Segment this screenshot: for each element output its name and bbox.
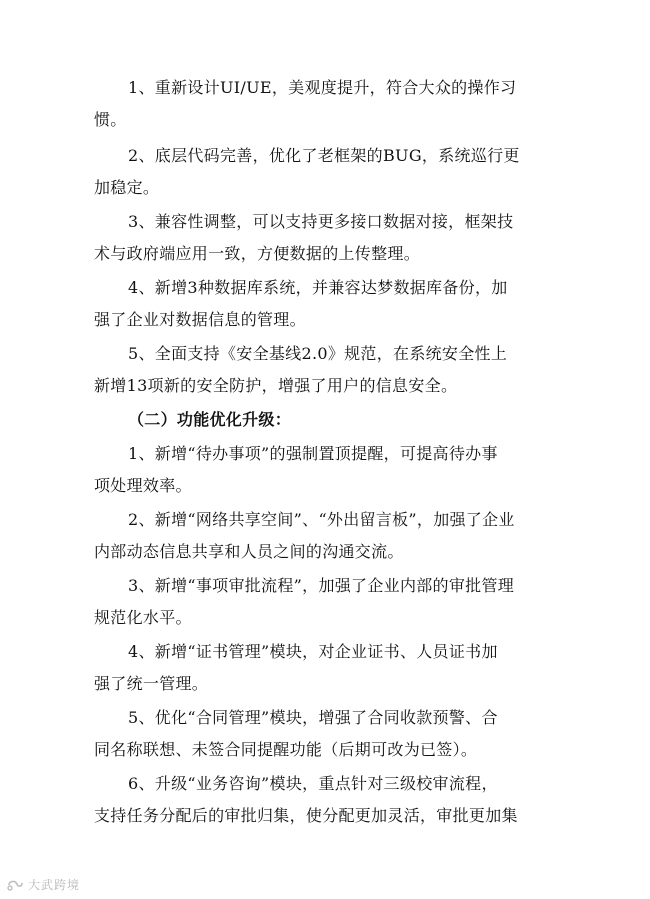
- watermark-logo-icon: [6, 878, 24, 892]
- paragraph-line: 4、新增3种数据库系统，并兼容达梦数据库备份，加: [128, 278, 508, 297]
- paragraph-line: 加稳定。: [94, 178, 160, 197]
- paragraph-line: 6、升级“业务咨询”模块，重点针对三级校审流程，: [128, 774, 498, 793]
- paragraph-line: 2、新增“网络共享空间”、“外出留言板”，加强了企业: [128, 510, 515, 529]
- paragraph-2: [94, 140, 564, 204]
- paragraph-line: 同名称联想、未签合同提醒功能（后期可改为已签）。: [94, 740, 478, 759]
- paragraph-line: 5、优化“合同管理”模块，增强了合同收款预警、合: [128, 708, 498, 727]
- paragraph-4: [94, 272, 564, 336]
- section-paragraph-3: [94, 570, 564, 634]
- section-paragraph-6: [94, 768, 564, 832]
- section-paragraph-5: [94, 702, 564, 766]
- paragraph-5: [94, 338, 564, 402]
- paragraph-line: 3、新增“事项审批流程”，加强了企业内部的审批管理: [128, 576, 515, 595]
- paragraph-line: 惯。: [94, 110, 127, 129]
- watermark: [6, 876, 80, 893]
- paragraph-line: 新增13项新的安全防护，增强了用户的信息安全。: [94, 376, 458, 395]
- paragraph-line: 内部动态信息共享和人员之间的沟通交流。: [94, 542, 404, 561]
- paragraph-line: 规范化水平。: [94, 608, 192, 627]
- paragraph-1: [94, 72, 564, 136]
- paragraph-line: 强了企业对数据信息的管理。: [94, 310, 306, 329]
- paragraph-3: [94, 206, 564, 270]
- paragraph-line: 2、底层代码完善，优化了老框架的BUG，系统巡行更: [128, 146, 520, 165]
- paragraph-line: 术与政府端应用一致，方便数据的上传整理。: [94, 244, 421, 263]
- paragraph-line: 强了统一管理。: [94, 674, 209, 693]
- section-paragraph-4: [94, 636, 564, 700]
- paragraph-line: 项处理效率。: [94, 476, 192, 495]
- section-paragraph-1: [94, 438, 564, 502]
- section-paragraph-2: [94, 504, 564, 568]
- paragraph-line: 3、兼容性调整，可以支持更多接口数据对接，框架技: [128, 212, 514, 231]
- paragraph-line: 4、新增“证书管理”模块，对企业证书、人员证书加: [128, 642, 498, 661]
- paragraph-line: 1、新增“待办事项”的强制置顶提醒，可提高待办事: [128, 444, 498, 463]
- section-heading: （二）功能优化升级：: [128, 410, 292, 429]
- paragraph-line: 5、全面支持《安全基线2.0》规范，在系统安全性上: [128, 344, 508, 363]
- paragraph-line: 支持任务分配后的审批归集，使分配更加灵活，审批更加集: [94, 806, 518, 825]
- watermark-text: 大武跨境: [28, 878, 81, 892]
- paragraph-line: 1、重新设计UI/UE，美观度提升，符合大众的操作习: [128, 78, 517, 97]
